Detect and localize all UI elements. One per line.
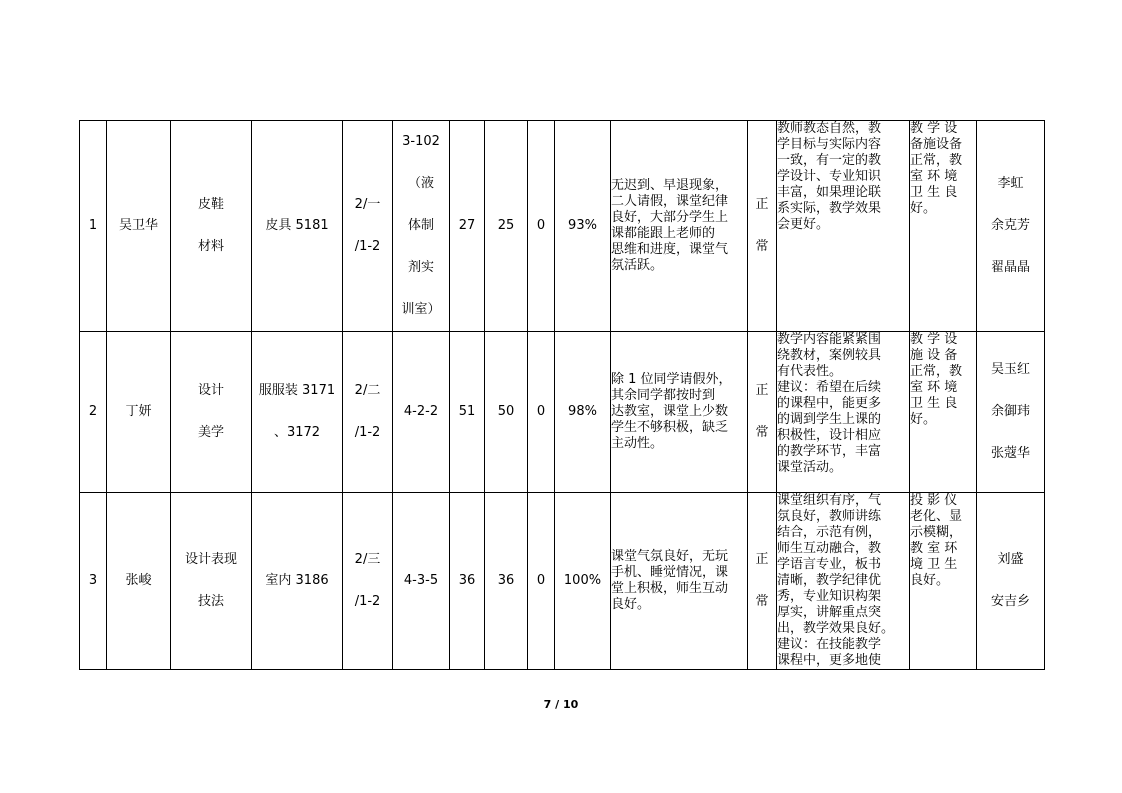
teaching-evaluation-line: 的课程中，能更多: [777, 396, 882, 411]
course-name-line: 技法: [197, 594, 224, 609]
inspectors-line: 张蔻华: [990, 446, 1030, 461]
discipline-notes-line: 良好，大部分学生上: [611, 210, 729, 225]
discipline-notes-line: 思维和进度，课堂气: [611, 242, 729, 257]
teaching-evaluation-line: 教学内容能紧紧围: [777, 332, 882, 347]
teaching-evaluation-line: 秀，专业知识构架: [777, 589, 882, 604]
teaching-evaluation-line: 一致，有一定的教: [777, 153, 882, 168]
class-name-line: 、3172: [273, 425, 321, 440]
equipment-status-line: 老化、显: [910, 509, 963, 524]
teaching-order-line: 正: [755, 383, 769, 398]
discipline-notes-line: 主动性。: [611, 436, 664, 451]
discipline-notes-line: 手机、睡觉情况，课: [611, 565, 729, 580]
inspection-table: [79, 120, 1045, 670]
inspectors-line: 安吉乡: [990, 594, 1030, 609]
teaching-order-line: 正: [755, 197, 769, 212]
teaching-evaluation-line: 结合，示范有例，: [777, 525, 882, 540]
course-name: [171, 493, 252, 670]
equipment-status-line: 室 环 境: [910, 169, 958, 184]
equipment-status-line: 室 环 境: [910, 380, 958, 395]
class-time: [343, 332, 393, 493]
teaching-evaluation-line: 绕教材，案例较具: [777, 348, 882, 363]
teaching-evaluation-line: 系实际，教学效果: [777, 201, 882, 216]
teaching-order-line: 常: [755, 425, 769, 440]
teaching-order-line: 正: [755, 552, 769, 567]
present-students: 25: [485, 121, 528, 332]
class-time: [343, 493, 393, 670]
class-name-line: 服服装 3171: [258, 383, 336, 398]
equipment-status-line: 教 学 设: [910, 121, 958, 136]
equipment-status-line: 卫 生 良: [910, 396, 958, 411]
equipment-status-line: 示模糊，: [910, 525, 963, 540]
teaching-evaluation-line: 清晰，教学纪律优: [777, 573, 882, 588]
course-name-line: 美学: [197, 425, 224, 440]
discipline-notes-line: 堂上积极，师生互动: [611, 581, 729, 596]
classroom-line: 剂实: [407, 260, 434, 275]
classroom: [393, 493, 450, 670]
discipline-notes-line: 学生不够积极，缺乏: [611, 420, 729, 435]
teaching-evaluation-line: 出，教学效果良好。: [777, 621, 895, 636]
equipment-status: [910, 493, 977, 670]
absent-students: 0: [528, 121, 555, 332]
equipment-status-line: 投 影 仪: [910, 493, 958, 508]
teaching-evaluation-line: 会更好。: [777, 217, 830, 232]
inspectors-line: 李虹: [997, 176, 1024, 191]
teaching-order-line: 常: [755, 594, 769, 609]
course-name-line: 设计表现: [184, 552, 237, 567]
row-number: 3: [80, 493, 107, 670]
discipline-notes-line: 二人请假，课堂纪律: [611, 194, 729, 209]
teaching-evaluation-line: 积极性，设计相应: [777, 428, 882, 443]
absent-students: 0: [528, 332, 555, 493]
class-name-line: 室内 3186: [265, 573, 329, 588]
teaching-evaluation-line: 学目标与实际内容: [777, 137, 882, 152]
classroom-line: 4-3-5: [403, 573, 439, 588]
teaching-evaluation-line: 师生互动融合，教: [777, 541, 882, 556]
discipline-notes-line: 无迟到、早退现象，: [611, 178, 729, 193]
teacher-name: 丁妍: [107, 332, 171, 493]
total-students: 36: [450, 493, 485, 670]
inspectors: [977, 493, 1045, 670]
total-students: 51: [450, 332, 485, 493]
teaching-order-line: 常: [755, 239, 769, 254]
inspectors: [977, 332, 1045, 493]
course-name-line: 皮鞋: [197, 197, 224, 212]
attendance-rate: 100%: [555, 493, 611, 670]
inspectors-line: 翟晶晶: [990, 260, 1030, 275]
class-name: [252, 121, 343, 332]
teaching-evaluation-line: 氛良好，教师讲练: [777, 509, 882, 524]
equipment-status-line: 教 室 环: [910, 541, 958, 556]
equipment-status-line: 正常，教: [910, 364, 963, 379]
table-row: [80, 332, 1045, 493]
teaching-evaluation-line: 学设计、专业知识: [777, 169, 882, 184]
discipline-notes-line: 良好。: [611, 597, 651, 612]
attendance-rate: 98%: [555, 332, 611, 493]
total-students: 27: [450, 121, 485, 332]
classroom-line: 3-102: [402, 134, 440, 149]
equipment-status: [910, 332, 977, 493]
teaching-evaluation-line: 建议：在技能教学: [777, 637, 882, 652]
discipline-notes: [611, 493, 748, 670]
page-number: 7 / 10: [543, 698, 579, 711]
class-time-line: /1-2: [354, 239, 381, 254]
table-row: [80, 121, 1045, 332]
equipment-status-line: 好。: [910, 412, 937, 427]
inspectors-line: 余御玮: [990, 404, 1030, 419]
discipline-notes-line: 其余同学都按时到: [611, 388, 716, 403]
teaching-evaluation-line: 厚实，讲解重点突: [777, 605, 882, 620]
class-name-line: 皮具 5181: [265, 218, 329, 233]
teaching-evaluation-line: 建议：希望在后续: [777, 380, 882, 395]
attendance-rate: 93%: [555, 121, 611, 332]
course-name-line: 设计: [197, 383, 224, 398]
absent-students: 0: [528, 493, 555, 670]
teaching-evaluation-line: 的教学环节，丰富: [777, 444, 882, 459]
discipline-notes-line: 课堂气氛良好，无玩: [611, 549, 729, 564]
class-name: [252, 493, 343, 670]
teaching-evaluation-line: 课堂组织有序，气: [777, 493, 882, 508]
classroom-line: 训室）: [401, 302, 441, 317]
class-name: [252, 332, 343, 493]
teaching-evaluation: [777, 493, 910, 670]
classroom: [393, 121, 450, 332]
teaching-order: [748, 493, 777, 670]
classroom: [393, 332, 450, 493]
inspectors-line: 吴玉红: [990, 362, 1030, 377]
table-row: [80, 493, 1045, 670]
equipment-status-line: 正常，教: [910, 153, 963, 168]
classroom-line: （液: [407, 176, 434, 191]
class-time-line: 2/二: [354, 383, 381, 398]
teaching-evaluation-line: 丰富，如果理论联: [777, 185, 882, 200]
discipline-notes: [611, 121, 748, 332]
course-name-line: 材料: [197, 239, 224, 254]
teaching-order: [748, 332, 777, 493]
discipline-notes-line: 课都能跟上老师的: [611, 226, 716, 241]
class-time-line: /1-2: [354, 594, 381, 609]
teaching-order: [748, 121, 777, 332]
row-number: 2: [80, 332, 107, 493]
class-time-line: 2/三: [354, 552, 381, 567]
class-time-line: /1-2: [354, 425, 381, 440]
present-students: 50: [485, 332, 528, 493]
teaching-evaluation-line: 课堂活动。: [777, 460, 843, 475]
inspectors: [977, 121, 1045, 332]
teacher-name: 张峻: [107, 493, 171, 670]
teaching-evaluation-line: 课程中，更多地使: [777, 653, 882, 668]
equipment-status-line: 施 设 备: [910, 348, 958, 363]
classroom-line: 4-2-2: [403, 404, 439, 419]
teaching-evaluation-line: 有代表性。: [777, 364, 843, 379]
class-time: [343, 121, 393, 332]
teaching-evaluation: [777, 121, 910, 332]
equipment-status-line: 卫 生 良: [910, 185, 958, 200]
discipline-notes: [611, 332, 748, 493]
row-number: 1: [80, 121, 107, 332]
equipment-status-line: 好。: [910, 201, 937, 216]
teaching-evaluation-line: 教师教态自然，教: [777, 121, 882, 136]
course-name: [171, 332, 252, 493]
class-time-line: 2/一: [354, 197, 381, 212]
teaching-evaluation-line: 学语言专业，板书: [777, 557, 882, 572]
course-name: [171, 121, 252, 332]
teaching-evaluation: [777, 332, 910, 493]
discipline-notes-line: 氛活跃。: [611, 258, 664, 273]
equipment-status-line: 良好。: [910, 573, 950, 588]
equipment-status-line: 境 卫 生: [910, 557, 958, 572]
equipment-status-line: 备施设备: [910, 137, 963, 152]
present-students: 36: [485, 493, 528, 670]
equipment-status-line: 教 学 设: [910, 332, 958, 347]
discipline-notes-line: 达教室，课堂上少数: [611, 404, 729, 419]
classroom-line: 体制: [407, 218, 434, 233]
teaching-evaluation-line: 的调到学生上课的: [777, 412, 882, 427]
teacher-name: 吴卫华: [107, 121, 171, 332]
inspectors-line: 余克芳: [990, 218, 1030, 233]
equipment-status: [910, 121, 977, 332]
inspectors-line: 刘盛: [997, 552, 1024, 567]
discipline-notes-line: 除 1 位同学请假外，: [611, 372, 732, 387]
